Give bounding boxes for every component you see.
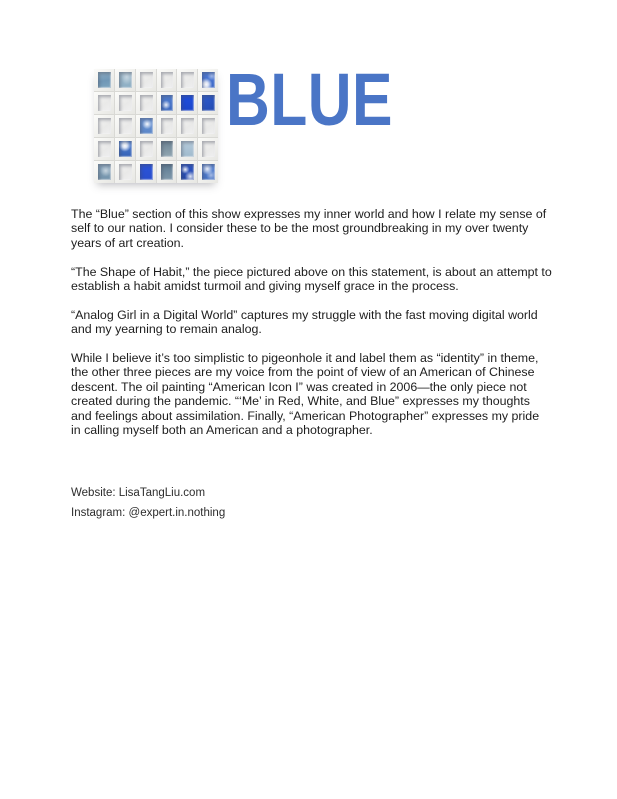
artwork-cell bbox=[198, 69, 218, 91]
artwork-cell bbox=[177, 161, 197, 183]
artwork-pane bbox=[202, 118, 215, 134]
artwork-cell bbox=[115, 138, 135, 160]
artwork-cell bbox=[136, 115, 156, 137]
artwork-cell bbox=[115, 115, 135, 137]
artwork-cell bbox=[136, 161, 156, 183]
artwork-cell bbox=[198, 161, 218, 183]
artwork-pane bbox=[161, 141, 174, 157]
website-line: Website: LisaTangLiu.com bbox=[71, 487, 206, 499]
artwork-pane bbox=[119, 72, 132, 88]
artwork-cell bbox=[157, 69, 177, 91]
artwork-pane bbox=[181, 72, 194, 88]
artwork-pane bbox=[202, 164, 215, 180]
artwork-cell bbox=[94, 69, 114, 91]
artwork-pane bbox=[140, 95, 153, 111]
artwork-pane bbox=[98, 164, 111, 180]
artwork-pane bbox=[119, 95, 132, 111]
instagram-line: Instagram: @expert.in.nothing bbox=[71, 507, 226, 519]
artwork-pane bbox=[98, 118, 111, 134]
artwork-pane bbox=[161, 118, 174, 134]
artwork-cell bbox=[136, 92, 156, 114]
artwork-cell bbox=[115, 161, 135, 183]
artwork-pane bbox=[119, 164, 132, 180]
artwork-cell bbox=[94, 161, 114, 183]
artwork-cell bbox=[177, 69, 197, 91]
artwork-pane bbox=[98, 72, 111, 88]
artwork-cell bbox=[177, 138, 197, 160]
artwork-cell bbox=[157, 161, 177, 183]
artwork-cell bbox=[94, 115, 114, 137]
artwork-pane bbox=[181, 95, 194, 111]
artwork-pane bbox=[161, 95, 174, 111]
artwork-pane bbox=[98, 95, 111, 111]
statement-paragraph-4: While I believe it’s too simplistic to pigeonhole it and label them as “identity” in theme, the other three pieces are my voice from the point of view of an American of Chinese descent. The oil painting “American Icon I” was created in 2006—the only piece not created during the pandemic. “‘Me’ in Red, White, and Blue” expresses my thoughts and feelings about assimilation. Finally, “American Photographer” expresses my pride in calling myself both an American and a photographer. bbox=[71, 351, 540, 438]
contact-section bbox=[71, 483, 225, 523]
artwork-pane bbox=[161, 164, 174, 180]
artwork-pane bbox=[181, 164, 194, 180]
artwork-pane bbox=[140, 72, 153, 88]
artwork-cell bbox=[157, 115, 177, 137]
artwork-cell bbox=[157, 92, 177, 114]
artwork-pane bbox=[140, 164, 153, 180]
artwork-pane bbox=[140, 118, 153, 134]
statement-paragraph-2: “The Shape of Habit,” the piece pictured above on this statement, is about an attempt to establish a habit amidst turmoil and giving myself grace in the process. bbox=[71, 264, 552, 294]
artwork-pane bbox=[140, 141, 153, 157]
statement-section bbox=[71, 207, 552, 452]
artwork-pane bbox=[181, 141, 194, 157]
artwork-pane bbox=[181, 118, 194, 134]
artwork-pane bbox=[119, 141, 132, 157]
artwork-cell bbox=[115, 69, 135, 91]
artwork-cell bbox=[198, 138, 218, 160]
artwork-pane bbox=[98, 141, 111, 157]
artwork-figure bbox=[94, 69, 218, 183]
artwork-cell bbox=[136, 69, 156, 91]
artwork-cell bbox=[136, 138, 156, 160]
artwork-cell bbox=[177, 115, 197, 137]
artwork-cell bbox=[94, 92, 114, 114]
artwork-pane bbox=[161, 72, 174, 88]
statement-paragraph-1: The “Blue” section of this show expresses my inner world and how I relate my sense of self to our nation. I consider these to be the most groundbreaking in my over twenty years of art creation. bbox=[71, 207, 547, 250]
artwork-grid bbox=[94, 69, 218, 183]
artwork-cell bbox=[115, 92, 135, 114]
section-title: BLUE bbox=[226, 58, 393, 141]
artwork-cell bbox=[198, 115, 218, 137]
artwork-cell bbox=[94, 138, 114, 160]
artwork-cell bbox=[177, 92, 197, 114]
artwork-cell bbox=[157, 138, 177, 160]
artwork-pane bbox=[119, 118, 132, 134]
artwork-pane bbox=[202, 95, 215, 111]
artwork-cell bbox=[198, 92, 218, 114]
artwork-pane bbox=[202, 72, 215, 88]
statement-paragraph-3: “Analog Girl in a Digital World” captures my struggle with the fast moving digital world and my yearning to remain analog. bbox=[71, 307, 538, 337]
artwork-pane bbox=[202, 141, 215, 157]
